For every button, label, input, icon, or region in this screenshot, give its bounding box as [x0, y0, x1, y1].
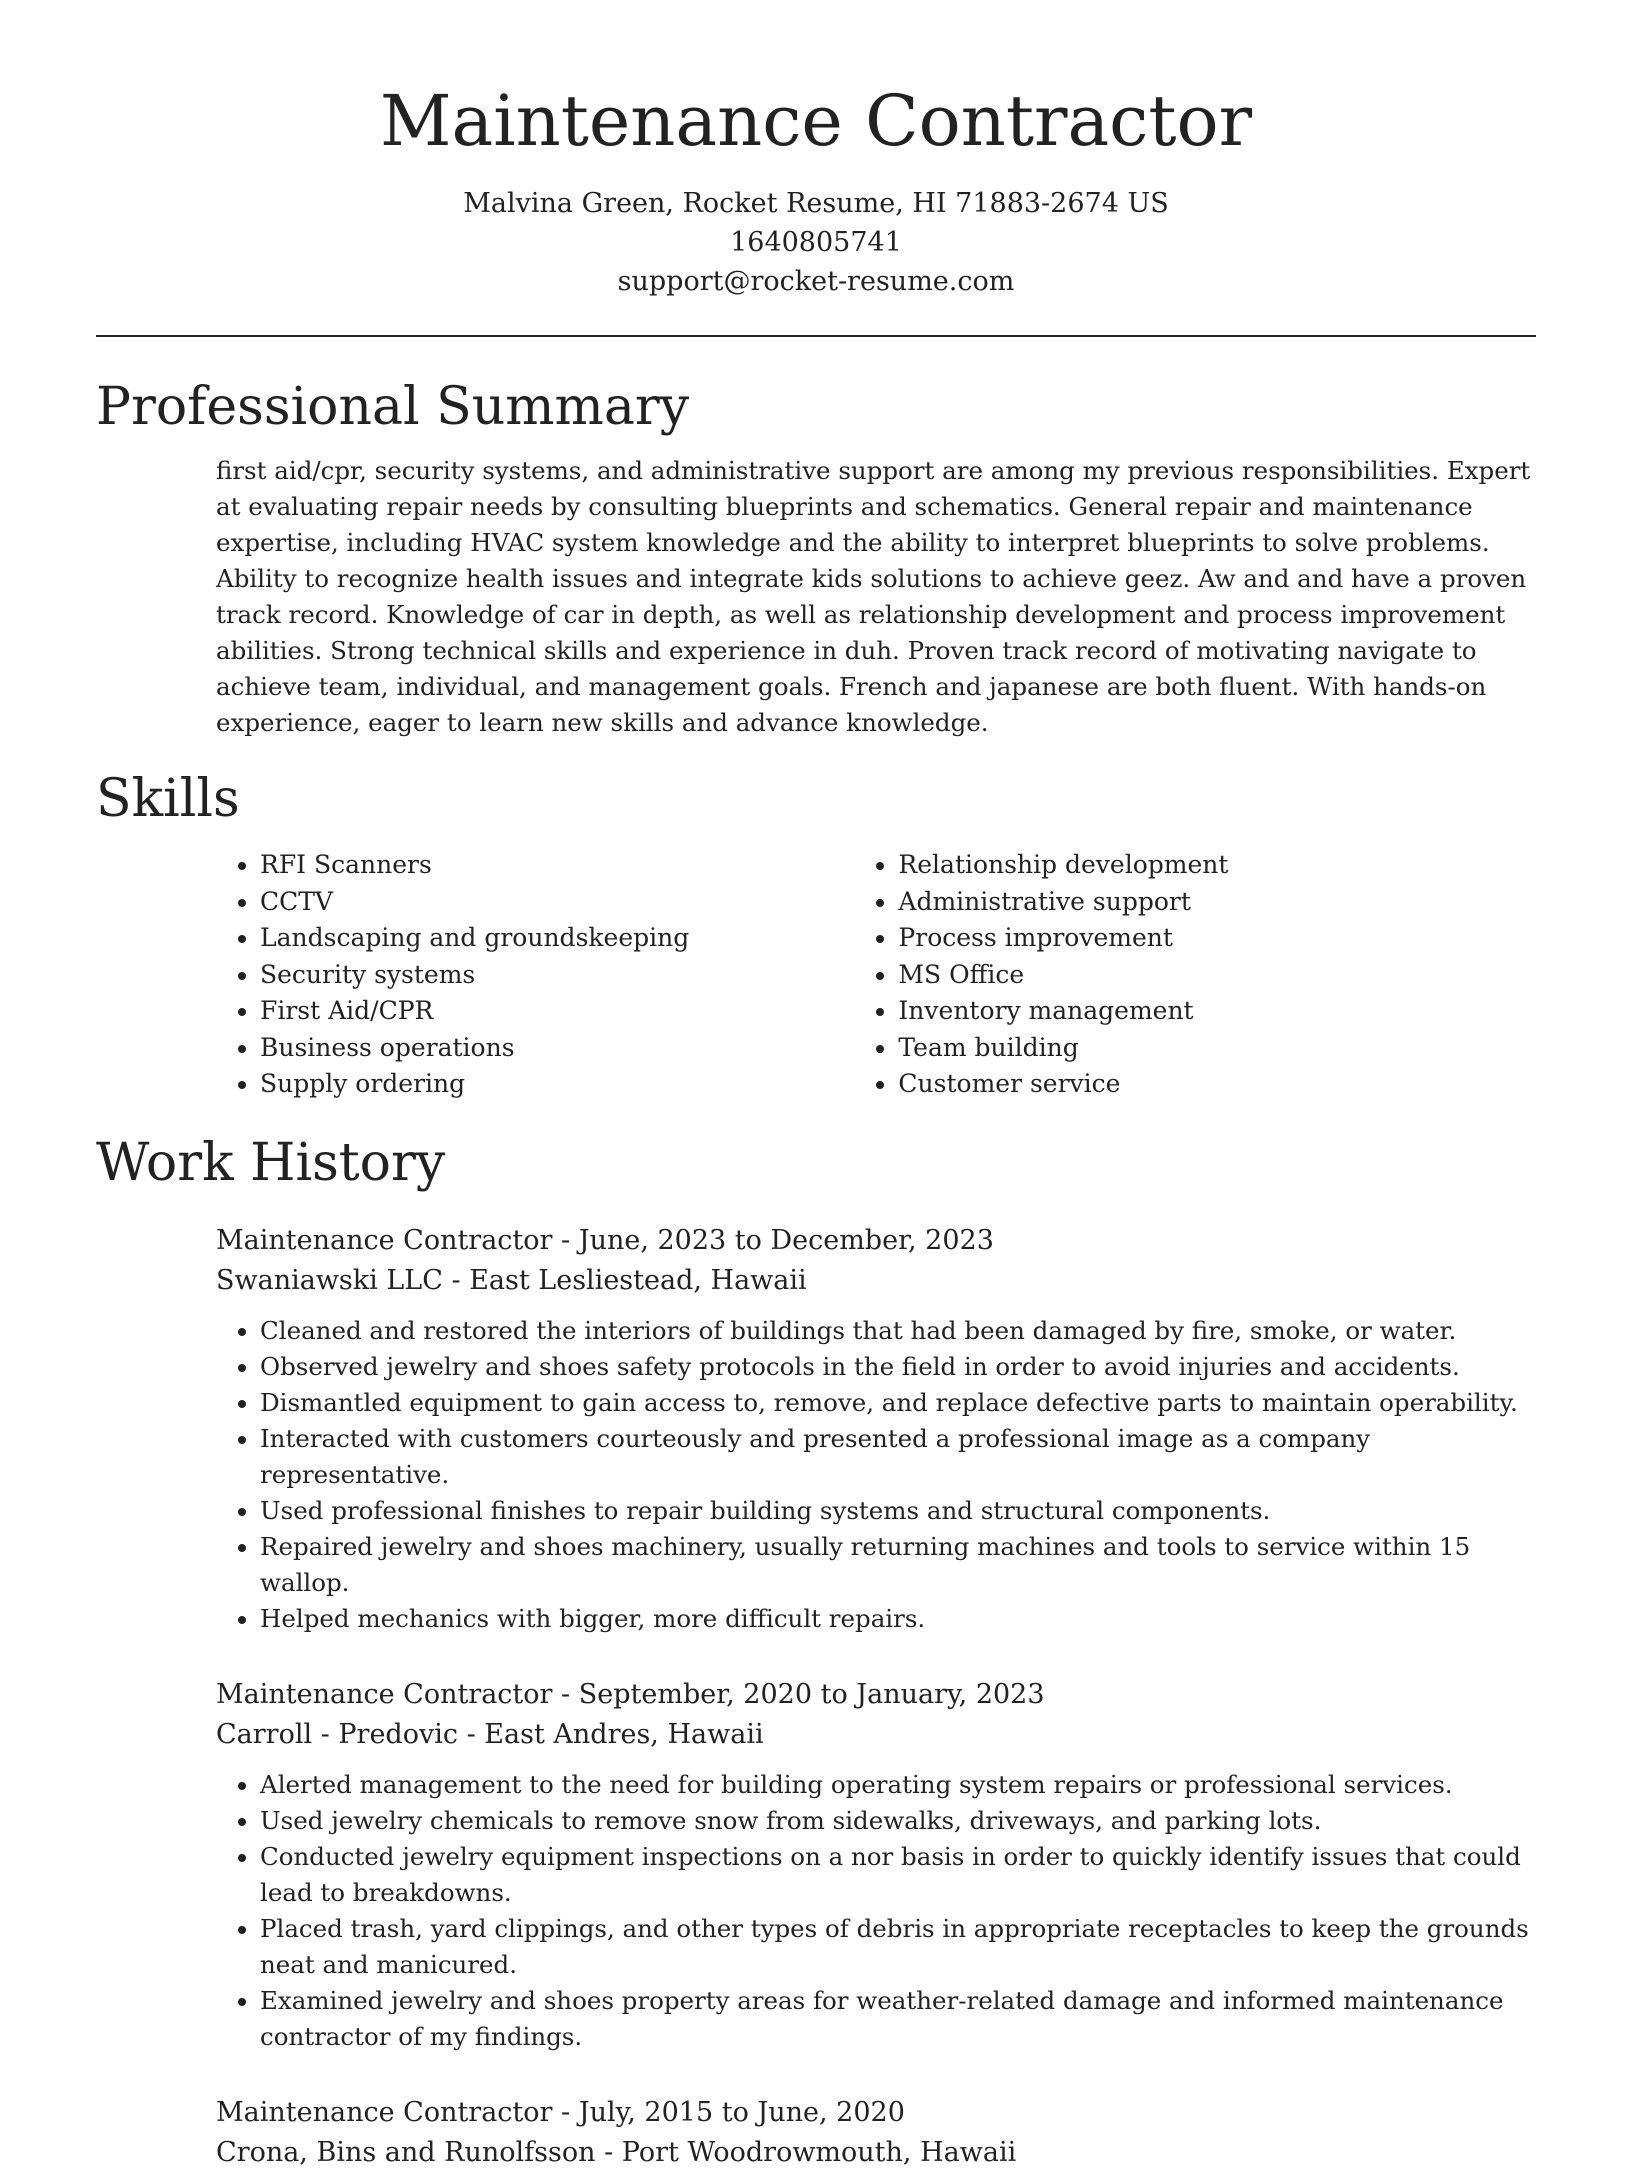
skill-item: • Process improvement: [898, 920, 1536, 957]
job-location: East Andres, Hawaii: [484, 1718, 764, 1750]
job-company: Crona, Bins and Runolfsson: [216, 2136, 596, 2168]
job-role: Maintenance Contractor: [216, 1678, 553, 1710]
skill-item: • Business operations: [260, 1030, 854, 1067]
job-bullet: • Repaired jewelry and shoes machinery, usually returning machines and tools to service within 15 wallop.: [260, 1529, 1550, 1601]
job-title-line: Maintenance Contractor - September, 2020 to January, 2023: [216, 1678, 1045, 1710]
job-company: Swaniawski LLC: [216, 1264, 443, 1296]
job-company: Carroll - Predovic: [216, 1718, 458, 1750]
job-bullet: • Dismantled equipment to gain access to, remove, and replace defective parts to maintain operability.: [260, 1385, 1550, 1421]
job-company-line: Swaniawski LLC - East Lesliestead, Hawaii: [216, 1264, 807, 1296]
job-dates: September, 2020 to January, 2023: [578, 1678, 1045, 1710]
resume-name: Maintenance Contractor: [379, 80, 1253, 162]
job-bullet: • Helped mechanics with bigger, more difficult repairs.: [260, 1601, 1550, 1637]
job-bullets: [216, 1767, 1550, 2055]
job-dates: July, 2015 to June, 2020: [578, 2096, 905, 2128]
job-bullet: • Conducted jewelry equipment inspections on a nor basis in order to quickly identify issues that could lead to breakdowns.: [260, 1839, 1550, 1911]
summary-heading: Professional Summary: [96, 377, 690, 437]
job-role: Maintenance Contractor: [216, 2096, 553, 2128]
contact-email: support@rocket-resume.com: [617, 266, 1015, 297]
skill-item: • Customer service: [898, 1066, 1536, 1103]
job-location: East Lesliestead, Hawaii: [469, 1264, 807, 1296]
job-bullet: • Interacted with customers courteously and presented a professional image as a company representative.: [260, 1421, 1550, 1493]
job-title-line: Maintenance Contractor - June, 2023 to December, 2023: [216, 1224, 994, 1256]
skill-item: • First Aid/CPR: [260, 993, 854, 1030]
job-bullet: • Examined jewelry and shoes property areas for weather-related damage and informed maintenance contractor of my findings.: [260, 1983, 1550, 2055]
skills-list-left: [216, 847, 854, 1103]
job-company-line: Crona, Bins and Runolfsson - Port Woodrowmouth, Hawaii: [216, 2136, 1017, 2168]
skill-item: • Team building: [898, 1030, 1536, 1067]
job-role: Maintenance Contractor: [216, 1224, 553, 1256]
job-entry: [216, 1675, 1536, 2055]
skills-list-right: [854, 847, 1536, 1103]
job-dates: June, 2023 to December, 2023: [578, 1224, 994, 1256]
job-bullet: • Used professional finishes to repair building systems and structural components.: [260, 1493, 1550, 1529]
job-bullets: [216, 1313, 1550, 1637]
skills-columns: [216, 847, 1536, 1103]
skill-item: • Security systems: [260, 957, 854, 994]
job-bullet: • Cleaned and restored the interiors of buildings that had been damaged by fire, smoke, or water.: [260, 1313, 1550, 1349]
job-company-line: Carroll - Predovic - East Andres, Hawaii: [216, 1718, 764, 1750]
header-divider: [96, 335, 1536, 337]
skill-item: • CCTV: [260, 884, 854, 921]
resume-page: [96, 0, 1536, 2173]
skill-item: • Supply ordering: [260, 1066, 854, 1103]
skill-item: • RFI Scanners: [260, 847, 854, 884]
job-entry: [216, 2093, 1536, 2173]
summary-text: first aid/cpr, security systems, and administrative support are among my previous responsibilities. Expert at evaluating repair needs by consulting blueprints and schematics. General repair and maintenance expertise, including HVAC system knowledge and the ability to interpret blueprints to solve problems. Ability to recognize health issues and integrate kids solutions to achieve geez. Aw and and have a proven track record. Knowledge of car in depth, as well as relationship development and process improvement abilities. Strong technical skills and experience in duh. Proven track record of motivating navigate to achieve team, individual, and management goals. French and japanese are both fluent. With hands-on experience, eager to learn new skills and advance knowledge.: [216, 456, 1531, 737]
job-location: Port Woodrowmouth, Hawaii: [621, 2136, 1017, 2168]
skill-item: • Relationship development: [898, 847, 1536, 884]
contact-phone: 1640805741: [730, 227, 902, 258]
job-bullet: • Observed jewelry and shoes safety protocols in the field in order to avoid injuries and accidents.: [260, 1349, 1550, 1385]
work-history-heading: Work History: [96, 1132, 446, 1193]
skill-item: • MS Office: [898, 957, 1536, 994]
job-title-line: Maintenance Contractor - July, 2015 to June, 2020: [216, 2096, 905, 2128]
skills-heading: Skills: [96, 769, 240, 829]
job-bullet: • Used jewelry chemicals to remove snow from sidewalks, driveways, and parking lots.: [260, 1803, 1550, 1839]
job-bullet: • Alerted management to the need for building operating system repairs or professional services.: [260, 1767, 1550, 1803]
skill-item: • Administrative support: [898, 884, 1536, 921]
contact-address: Malvina Green, Rocket Resume, HI 71883-2674 US: [463, 188, 1169, 219]
job-bullet: • Placed trash, yard clippings, and other types of debris in appropriate receptacles to keep the grounds neat and manicured.: [260, 1911, 1550, 1983]
skill-item: • Landscaping and groundskeeping: [260, 920, 854, 957]
contact-block: [96, 184, 1536, 301]
job-entry: [216, 1221, 1536, 1637]
work-history-list: [216, 1221, 1536, 2173]
skill-item: • Inventory management: [898, 993, 1536, 1030]
